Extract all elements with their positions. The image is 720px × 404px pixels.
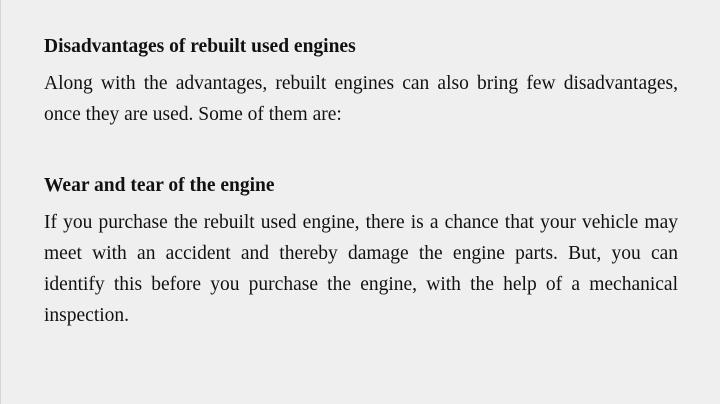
section-disadvantages <box>44 34 678 130</box>
section-heading: Wear and tear of the engine <box>44 175 275 196</box>
section-heading: Disadvantages of rebuilt used engines <box>44 36 356 57</box>
document-content <box>44 34 678 331</box>
section-wear-and-tear <box>44 173 678 331</box>
section-paragraph: Along with the advantages, rebuilt engines can also bring few disadvantages, once they are used. Some of them are: <box>44 73 678 125</box>
section-paragraph: If you purchase the rebuilt used engine, there is a chance that your vehicle may meet with an accident and thereby damage the engine parts. But, you can identify this before you purchase the engine, with the help of a mechanical inspection. <box>44 212 678 326</box>
